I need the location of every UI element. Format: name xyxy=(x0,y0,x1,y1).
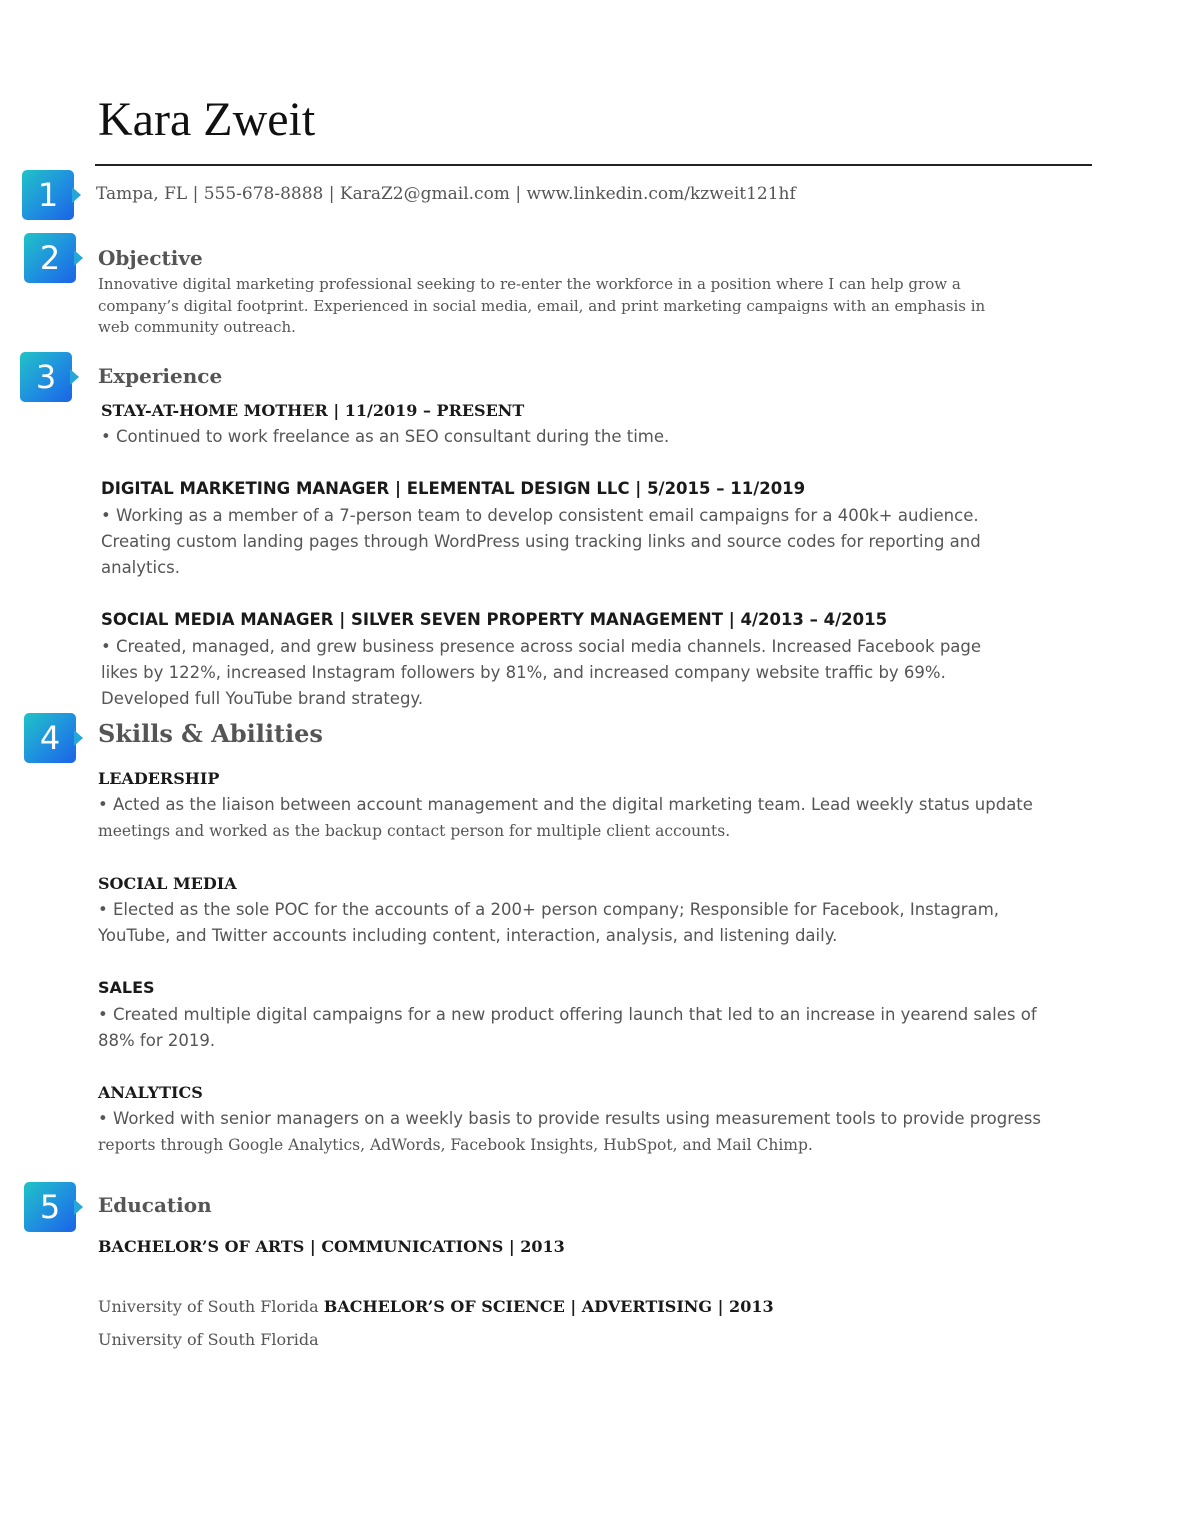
badge-number: 4 xyxy=(39,719,61,757)
school-name: University of South Florida xyxy=(98,1297,319,1316)
job-line: • Created, managed, and grew business presence across social media channels. Increased Facebook page xyxy=(101,637,982,656)
job-line: Developed full YouTube brand strategy. xyxy=(101,689,424,708)
section-badge-5 xyxy=(24,1182,78,1232)
skill-line: • Elected as the sole POC for the accounts of a 200+ person company; Responsible for Facebook, Instagram, xyxy=(98,900,1000,919)
badge-number: 5 xyxy=(39,1188,61,1226)
skill-heading: SALES xyxy=(98,978,155,997)
skill-line: • Acted as the liaison between account management and the digital marketing team. Lead weekly status update xyxy=(98,795,1033,814)
objective-line: web community outreach. xyxy=(98,318,296,336)
badge-number: 2 xyxy=(39,239,61,277)
objective-line: company’s digital footprint. Experienced in social media, email, and print marketing campaigns with an emphasis in xyxy=(98,296,986,315)
skill-line: 88% for 2019. xyxy=(98,1031,216,1050)
school-name: University of South Florida xyxy=(98,1330,319,1349)
degree-heading: BACHELOR’S OF ARTS | COMMUNICATIONS | 2013 xyxy=(98,1237,565,1256)
objective-line: Innovative digital marketing professional seeking to re-enter the workforce in a position where I can help grow a xyxy=(98,275,961,293)
experience-title: Experience xyxy=(98,364,223,388)
badge-number: 3 xyxy=(35,358,57,396)
degree-heading: BACHELOR’S OF SCIENCE | ADVERTISING | 2013 xyxy=(323,1297,774,1316)
skill-line: • Worked with senior managers on a weekly basis to provide results using measurement tools to provide progress xyxy=(98,1109,1041,1128)
objective-title: Objective xyxy=(98,246,203,270)
job-heading: STAY-AT-HOME MOTHER | 11/2019 – PRESENT xyxy=(101,401,525,420)
section-badge-3 xyxy=(20,352,74,402)
section-badge-4 xyxy=(24,713,78,763)
skill-line: • Created multiple digital campaigns for a new product offering launch that led to an increase in yearend sales of xyxy=(98,1005,1037,1024)
objective-text xyxy=(98,274,985,339)
job-line: • Continued to work freelance as an SEO consultant during the time. xyxy=(101,427,670,446)
skills-title: Skills & Abilities xyxy=(98,719,323,748)
candidate-name: Kara Zweit xyxy=(98,93,316,146)
skill-heading: ANALYTICS xyxy=(98,1083,203,1102)
job-line: Creating custom landing pages through WordPress using tracking links and source codes for reporting and xyxy=(101,532,981,551)
skill-heading: LEADERSHIP xyxy=(98,769,220,788)
job-heading: DIGITAL MARKETING MANAGER | ELEMENTAL DESIGN LLC | 5/2015 – 11/2019 xyxy=(101,479,806,498)
job-line: analytics. xyxy=(101,558,180,577)
badge-number: 1 xyxy=(37,176,59,214)
skill-line: YouTube, and Twitter accounts including content, interaction, analysis, and listening daily. xyxy=(98,926,838,945)
skill-heading: SOCIAL MEDIA xyxy=(98,874,237,893)
job-heading: SOCIAL MEDIA MANAGER | SILVER SEVEN PROPERTY MANAGEMENT | 4/2013 – 4/2015 xyxy=(101,610,888,629)
education-line xyxy=(98,1295,774,1319)
job-line: • Working as a member of a 7-person team to develop consistent email campaigns for a 400k+ audience. xyxy=(101,506,979,525)
header-divider xyxy=(95,164,1092,166)
job-line: likes by 122%, increased Instagram followers by 81%, and increased company website traffic by 69%. xyxy=(101,663,946,682)
skill-line: reports through Google Analytics, AdWords, Facebook Insights, HubSpot, and Mail Chimp. xyxy=(98,1136,813,1154)
skill-line: meetings and worked as the backup contact person for multiple client accounts. xyxy=(98,822,731,840)
section-badge-1 xyxy=(22,170,76,220)
section-badge-2 xyxy=(24,233,78,283)
contact-info: Tampa, FL | 555-678-8888 | KaraZ2@gmail.com | www.linkedin.com/kzweit121hf xyxy=(96,184,796,204)
education-title: Education xyxy=(98,1193,212,1217)
